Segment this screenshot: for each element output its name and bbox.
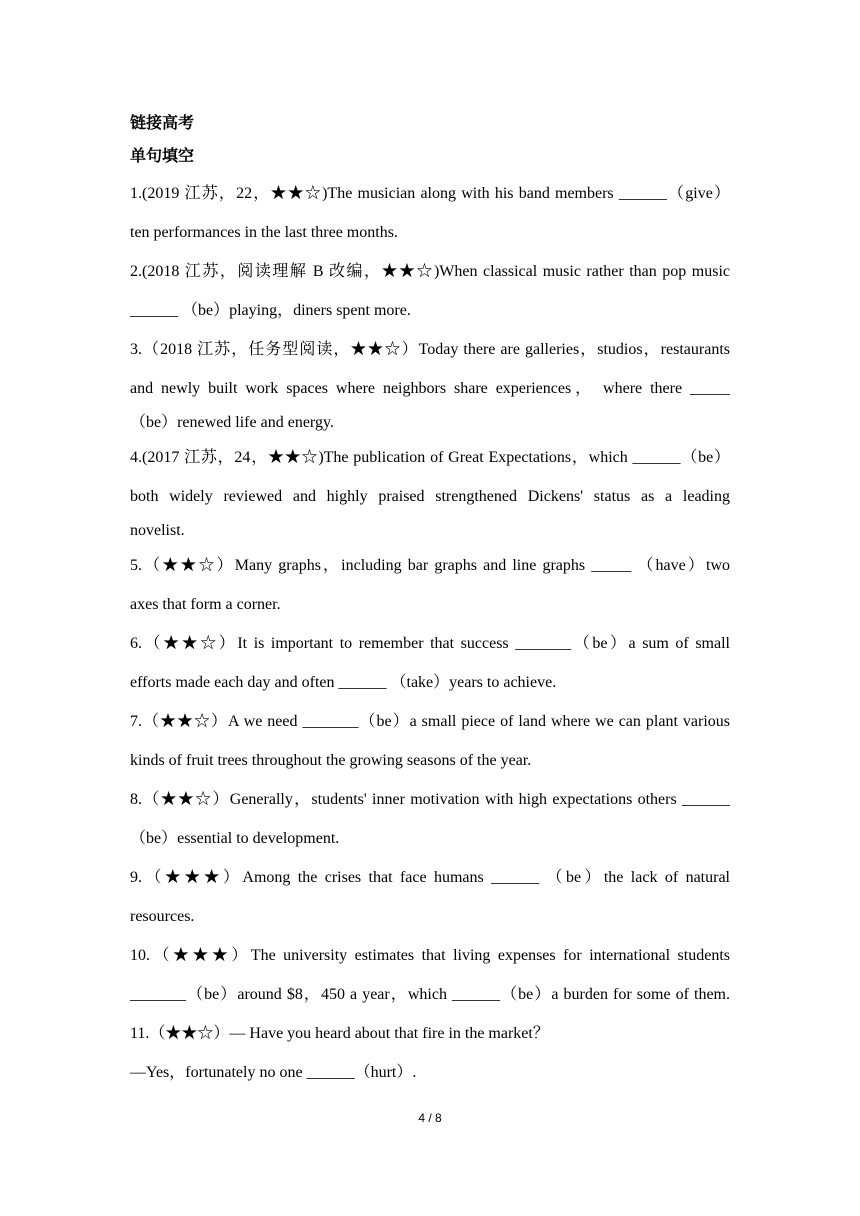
question-line: axes that form a corner.	[130, 596, 281, 613]
question-line: kinds of fruit trees throughout the growing seasons of the year.	[130, 752, 532, 769]
question-line: ten performances in the last three months.	[130, 224, 398, 241]
question-6	[130, 624, 730, 702]
question-7	[130, 702, 730, 780]
question-2	[130, 252, 730, 330]
question-line: 2.(2018 江苏，阅读理解 B 改编，★★☆)When classical music rather than pop music	[130, 263, 730, 280]
question-line: （be）essential to development.	[130, 830, 340, 847]
question-11	[130, 1014, 730, 1092]
question-line: 11.（★★☆）— Have you heard about that fire in the market？	[130, 1025, 549, 1042]
question-line: 7.（★★☆）A we need _______（be）a small piece of land where we can plant various	[130, 713, 730, 730]
question-line: 8.（★★☆）Generally，students' inner motivation with high expectations others ______	[130, 791, 730, 808]
question-line: —Yes，fortunately no one ______（hurt）.	[130, 1064, 417, 1081]
question-9	[130, 858, 730, 936]
page-number: 4 / 8	[418, 1111, 442, 1125]
question-line: efforts made each day and often ______ （take）years to achieve.	[130, 674, 557, 691]
question-line: and newly built work spaces where neighbors share experiences， where there _____	[130, 380, 730, 397]
question-line: both widely reviewed and highly praised strengthened Dickens' status as a leading	[130, 488, 730, 505]
question-line: 5.（★★☆）Many graphs，including bar graphs and line graphs _____ （have）two	[130, 557, 730, 574]
question-4	[130, 438, 730, 546]
section-subtitle: 单句填空	[130, 146, 195, 165]
content-area	[130, 106, 730, 1092]
question-line: resources.	[130, 908, 195, 925]
question-line: 6.（★★☆）It is important to remember that success _______（be）a sum of small	[130, 635, 730, 652]
question-5	[130, 546, 730, 624]
question-3	[130, 330, 730, 438]
question-10	[130, 936, 730, 1014]
question-line: 1.(2019 江苏，22，★★☆)The musician along with his band members ______（give）	[130, 185, 730, 202]
question-1	[130, 174, 730, 252]
question-line: 4.(2017 江苏，24，★★☆)The publication of Great Expectations，which ______（be）	[130, 449, 730, 466]
question-line: _______（be）around $8，450 a year，which ______（be）a burden for some of them.	[130, 986, 730, 1003]
question-line: 3.（2018 江苏，任务型阅读，★★☆）Today there are galleries，studios，restaurants	[130, 341, 730, 358]
question-line: （be）renewed life and energy.	[130, 414, 334, 431]
question-line: 9.（★★★）Among the crises that face humans ______ （be）the lack of natural	[130, 869, 730, 886]
question-line: 10.（★★★）The university estimates that living expenses for international students	[130, 947, 730, 964]
section-title: 链接高考	[130, 113, 195, 132]
question-line: novelist.	[130, 522, 185, 539]
question-8	[130, 780, 730, 858]
question-line: ______ （be）playing，diners spent more.	[130, 302, 411, 319]
